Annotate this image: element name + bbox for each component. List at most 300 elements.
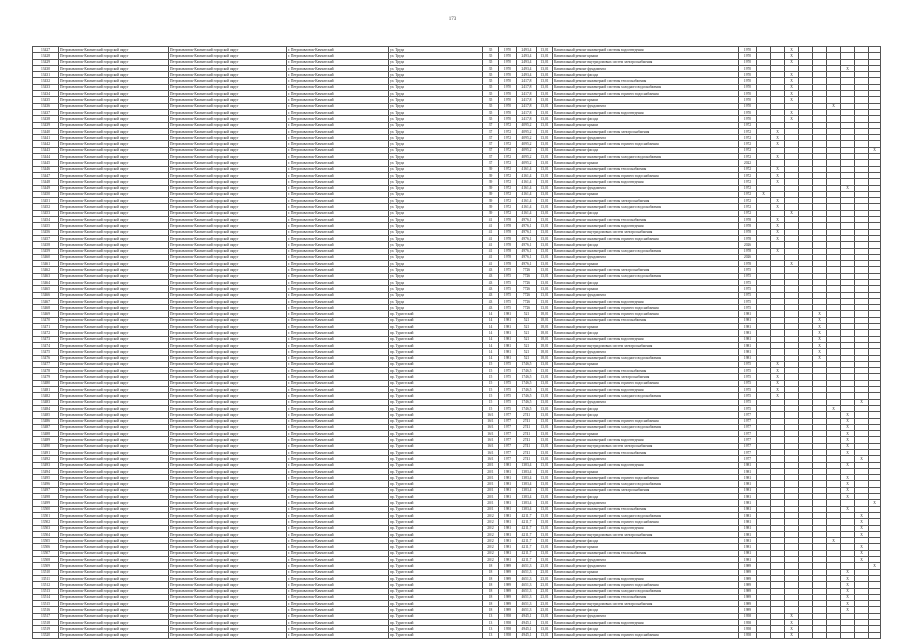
build-year-cell: 1975	[499, 387, 517, 393]
municipality-cell: Петропавловск-Камчатский городской округ	[169, 242, 287, 248]
rate-cell: 13,01	[537, 223, 553, 229]
row-number-cell: 13486	[33, 418, 59, 424]
build-year-cell: 1978	[499, 242, 517, 248]
settlement-cell: г. Петропавловск-Камчатский	[287, 147, 389, 153]
rate-cell: 13,01	[537, 538, 553, 544]
municipal-district-cell: Петропавловск-Камчатский городской округ	[59, 361, 169, 367]
municipal-district-cell: Петропавловск-Камчатский городской округ	[59, 242, 169, 248]
municipality-cell: Петропавловск-Камчатский городской округ	[169, 374, 287, 380]
planned-year-cell: 1981	[739, 349, 757, 355]
repair-type-cell: Капитальный ремонт инженерной системы горячего водоснабжения	[553, 305, 739, 311]
area-cell: 4211,7	[517, 519, 537, 525]
house-number-cell: 14	[483, 311, 499, 317]
street-cell: ул. Труда	[389, 78, 483, 84]
planned-year-cell: 1981	[739, 557, 757, 563]
settlement-cell: г. Петропавловск-Камчатский	[287, 160, 389, 166]
build-year-cell: 1989	[499, 582, 517, 588]
planned-year-cell: 1975	[739, 361, 757, 367]
build-year-cell: 1970	[499, 97, 517, 103]
municipality-cell: Петропавловск-Камчатский городской округ	[169, 116, 287, 122]
municipality-cell: Петропавловск-Камчатский городской округ	[169, 494, 287, 500]
house-number-cell: 16/1	[483, 424, 499, 430]
municipality-cell: Петропавловск-Камчатский городской округ	[169, 538, 287, 544]
settlement-cell: г. Петропавловск-Камчатский	[287, 116, 389, 122]
municipality-cell: Петропавловск-Камчатский городской округ	[169, 191, 287, 197]
row-number-cell: 13512	[33, 582, 59, 588]
build-year-cell: 1975	[499, 292, 517, 298]
street-cell: ул. Труда	[389, 261, 483, 267]
house-number-cell: 18	[483, 588, 499, 594]
planned-year-cell: 1981	[739, 550, 757, 556]
build-year-cell: 1981	[499, 481, 517, 487]
house-number-cell: 41	[483, 254, 499, 260]
area-cell: 2493,4	[517, 47, 537, 53]
build-year-cell: 1989	[499, 594, 517, 600]
street-cell: ул. Труда	[389, 185, 483, 191]
settlement-cell: г. Петропавловск-Камчатский	[287, 273, 389, 279]
repair-type-cell: Капитальный ремонт фундамента	[553, 563, 739, 569]
area-cell: 4651,3	[517, 594, 537, 600]
row-number-cell: 13468	[33, 305, 59, 311]
rate-cell: 13,01	[537, 160, 553, 166]
row-number-cell: 13429	[33, 59, 59, 65]
period-mark-cell	[869, 632, 881, 638]
build-year-cell: 1977	[499, 443, 517, 449]
municipal-district-cell: Петропавловск-Камчатский городской округ	[59, 525, 169, 531]
period-mark-cell: X	[771, 380, 785, 386]
rate-cell: 13,01	[537, 456, 553, 462]
house-number-cell: 35	[483, 47, 499, 53]
planned-year-cell: 1972	[739, 191, 757, 197]
municipal-district-cell: Петропавловск-Камчатский городской округ	[59, 147, 169, 153]
rate-cell: 13,01	[537, 525, 553, 531]
street-cell: ул. Труда	[389, 292, 483, 298]
area-cell: 4976,1	[517, 217, 537, 223]
period-mark-cell: X	[855, 557, 869, 563]
street-cell: пр. Туристский	[389, 399, 483, 405]
house-number-cell: 39	[483, 185, 499, 191]
repair-type-cell: Капитальный ремонт фундамента	[553, 103, 739, 109]
municipal-district-cell: Петропавловск-Камчатский городской округ	[59, 298, 169, 304]
municipality-cell: Петропавловск-Камчатский городской округ	[169, 519, 287, 525]
planned-year-cell: 1975	[739, 368, 757, 374]
build-year-cell: 1970	[499, 53, 517, 59]
repair-type-cell: Капитальный ремонт фасада	[553, 147, 739, 153]
street-cell: ул. Труда	[389, 298, 483, 304]
planned-year-cell: 1972	[739, 204, 757, 210]
street-cell: пр. Туристский	[389, 582, 483, 588]
house-number-cell: 15	[483, 374, 499, 380]
municipality-cell: Петропавловск-Камчатский городской округ	[169, 84, 287, 90]
period-mark-cell: X	[841, 65, 855, 71]
row-number-cell: 13465	[33, 286, 59, 292]
repair-type-cell: Капитальный ремонт внутридомовых систем электроснабжения	[553, 531, 739, 537]
period-mark-cell: X	[841, 506, 855, 512]
municipal-district-cell: Петропавловск-Камчатский городской округ	[59, 355, 169, 361]
repair-type-cell: Капитальный ремонт инженерной системы горячего водоснабжения	[553, 418, 739, 424]
house-number-cell: 18	[483, 569, 499, 575]
build-year-cell: 1989	[499, 607, 517, 613]
build-year-cell: 1977	[499, 456, 517, 462]
municipal-district-cell: Петропавловск-Камчатский городской округ	[59, 128, 169, 134]
row-number-cell: 13446	[33, 166, 59, 172]
settlement-cell: г. Петропавловск-Камчатский	[287, 204, 389, 210]
area-cell: 4161,4	[517, 210, 537, 216]
settlement-cell: г. Петропавловск-Камчатский	[287, 305, 389, 311]
house-number-cell: 41	[483, 223, 499, 229]
municipal-district-cell: Петропавловск-Камчатский городской округ	[59, 317, 169, 323]
period-mark-cell: X	[841, 594, 855, 600]
rate-cell: 13,01	[537, 116, 553, 122]
settlement-cell: г. Петропавловск-Камчатский	[287, 412, 389, 418]
street-cell: пр. Туристский	[389, 336, 483, 342]
house-number-cell: 35	[483, 91, 499, 97]
street-cell: пр. Туристский	[389, 324, 483, 330]
period-mark-cell: X	[771, 141, 785, 147]
municipality-cell: Петропавловск-Камчатский городской округ	[169, 135, 287, 141]
row-number-cell: 13447	[33, 172, 59, 178]
period-mark-cell: X	[785, 626, 799, 632]
rate-cell: 13,01	[537, 279, 553, 285]
street-cell: ул. Труда	[389, 248, 483, 254]
municipal-district-cell: Петропавловск-Камчатский городской округ	[59, 47, 169, 53]
municipality-cell: Петропавловск-Камчатский городской округ	[169, 506, 287, 512]
house-number-cell: 35	[483, 78, 499, 84]
rate-cell: 13,01	[537, 437, 553, 443]
street-cell: пр. Туристский	[389, 487, 483, 493]
municipal-district-cell: Петропавловск-Камчатский городской округ	[59, 418, 169, 424]
planned-year-cell: 1970	[739, 53, 757, 59]
build-year-cell: 1970	[499, 109, 517, 115]
house-number-cell: 16/1	[483, 450, 499, 456]
house-number-cell: 16/1	[483, 443, 499, 449]
municipal-district-cell: Петропавловск-Камчатский городской округ	[59, 179, 169, 185]
repair-type-cell: Капитальный ремонт инженерной системы электроснабжения	[553, 198, 739, 204]
planned-year-cell: 1975	[739, 405, 757, 411]
planned-year-cell: 1972	[739, 166, 757, 172]
area-cell: 4211,7	[517, 512, 537, 518]
municipality-cell: Петропавловск-Камчатский городской округ	[169, 59, 287, 65]
row-number-cell: 13427	[33, 47, 59, 53]
rate-cell: 23,01	[537, 582, 553, 588]
rate-cell: 13,01	[537, 387, 553, 393]
planned-year-cell: 1972	[739, 185, 757, 191]
area-cell: 521	[517, 355, 537, 361]
street-cell: пр. Туристский	[389, 475, 483, 481]
planned-year-cell: 1970	[739, 65, 757, 71]
street-cell: пр. Туристский	[389, 431, 483, 437]
planned-year-cell: 1989	[739, 588, 757, 594]
planned-year-cell: 1978	[739, 229, 757, 235]
house-number-cell: 13	[483, 613, 499, 619]
area-cell: 4945,1	[517, 626, 537, 632]
settlement-cell: г. Петропавловск-Камчатский	[287, 538, 389, 544]
build-year-cell: 1978	[499, 254, 517, 260]
rate-cell: 13,01	[537, 97, 553, 103]
municipality-cell: Петропавловск-Камчатский городской округ	[169, 437, 287, 443]
rate-cell: 13,01	[537, 399, 553, 405]
area-cell: 4976,1	[517, 229, 537, 235]
street-cell: ул. Труда	[389, 179, 483, 185]
settlement-cell: г. Петропавловск-Камчатский	[287, 418, 389, 424]
municipality-cell: Петропавловск-Камчатский городской округ	[169, 531, 287, 537]
repair-type-cell: Капитальный ремонт инженерной системы холодного водоснабжения	[553, 481, 739, 487]
rate-cell: 13,01	[537, 393, 553, 399]
period-mark-cell: X	[785, 72, 799, 78]
area-cell: 4211,7	[517, 544, 537, 550]
street-cell: ул. Труда	[389, 59, 483, 65]
build-year-cell: 1970	[499, 65, 517, 71]
settlement-cell: г. Петропавловск-Камчатский	[287, 431, 389, 437]
period-mark-cell: X	[785, 59, 799, 65]
build-year-cell: 1972	[499, 154, 517, 160]
repair-type-cell: Капитальный ремонт инженерной системы холодного водоснабжения	[553, 588, 739, 594]
row-number-cell: 13480	[33, 380, 59, 386]
row-number-cell: 13459	[33, 248, 59, 254]
municipality-cell: Петропавловск-Камчатский городской округ	[169, 387, 287, 393]
municipality-cell: Петропавловск-Камчатский городской округ	[169, 109, 287, 115]
build-year-cell: 1972	[499, 204, 517, 210]
street-cell: ул. Труда	[389, 166, 483, 172]
settlement-cell: г. Петропавловск-Камчатский	[287, 437, 389, 443]
settlement-cell: г. Петропавловск-Камчатский	[287, 248, 389, 254]
municipal-district-cell: Петропавловск-Камчатский городской округ	[59, 336, 169, 342]
period-mark-cell: X	[841, 412, 855, 418]
street-cell: пр. Туристский	[389, 563, 483, 569]
street-cell: пр. Туристский	[389, 374, 483, 380]
repair-type-cell: Капитальный ремонт инженерной системы водоотведения	[553, 223, 739, 229]
municipal-district-cell: Петропавловск-Камчатский городской округ	[59, 286, 169, 292]
street-cell: ул. Труда	[389, 147, 483, 153]
municipality-cell: Петропавловск-Камчатский городской округ	[169, 626, 287, 632]
build-year-cell: 1972	[499, 166, 517, 172]
register-body	[33, 47, 881, 639]
settlement-cell: г. Петропавловск-Камчатский	[287, 557, 389, 563]
period-mark-cell: X	[841, 487, 855, 493]
settlement-cell: г. Петропавловск-Камчатский	[287, 601, 389, 607]
repair-type-cell: Капитальный ремонт инженерной системы теплоснабжения	[553, 78, 739, 84]
rate-cell: 18,01	[537, 355, 553, 361]
repair-type-cell: Капитальный ремонт инженерной системы горячего водоснабжения	[553, 311, 739, 317]
period-mark-cell: X	[771, 361, 785, 367]
house-number-cell: 20/1	[483, 487, 499, 493]
street-cell: ул. Труда	[389, 65, 483, 71]
planned-year-cell: 1958	[739, 620, 757, 626]
row-number-cell: 13439	[33, 122, 59, 128]
street-cell: ул. Труда	[389, 109, 483, 115]
settlement-cell: г. Петропавловск-Камчатский	[287, 91, 389, 97]
street-cell: пр. Туристский	[389, 317, 483, 323]
house-number-cell: 41	[483, 217, 499, 223]
area-cell: 4161,4	[517, 198, 537, 204]
row-number-cell: 13501	[33, 512, 59, 518]
street-cell: пр. Туристский	[389, 607, 483, 613]
row-number-cell: 13516	[33, 607, 59, 613]
build-year-cell: 1975	[499, 298, 517, 304]
repair-type-cell: Капитальный ремонт инженерной системы водоотведения	[553, 387, 739, 393]
municipality-cell: Петропавловск-Камчатский городской округ	[169, 569, 287, 575]
municipality-cell: Петропавловск-Камчатский городской округ	[169, 204, 287, 210]
house-number-cell: 15	[483, 387, 499, 393]
repair-type-cell: Капитальный ремонт инженерной системы электроснабжения	[553, 128, 739, 134]
row-number-cell: 13448	[33, 179, 59, 185]
planned-year-cell: 1981	[739, 475, 757, 481]
municipal-district-cell: Петропавловск-Камчатский городской округ	[59, 412, 169, 418]
rate-cell: 13,01	[537, 47, 553, 53]
build-year-cell: 1981	[499, 494, 517, 500]
area-cell: 521	[517, 311, 537, 317]
municipal-district-cell: Петропавловск-Камчатский городской округ	[59, 292, 169, 298]
period-mark-cell: X	[841, 418, 855, 424]
street-cell: пр. Туристский	[389, 557, 483, 563]
municipality-cell: Петропавловск-Камчатский городской округ	[169, 217, 287, 223]
period-mark-cell: X	[785, 53, 799, 59]
municipal-district-cell: Петропавловск-Камчатский городской округ	[59, 217, 169, 223]
municipal-district-cell: Петропавловск-Камчатский городской округ	[59, 557, 169, 563]
repair-type-cell: Капитальный ремонт инженерной системы холодного водоснабжения	[553, 248, 739, 254]
municipal-district-cell: Петропавловск-Камчатский городской округ	[59, 613, 169, 619]
street-cell: пр. Туристский	[389, 418, 483, 424]
rate-cell: 13,01	[537, 450, 553, 456]
street-cell: пр. Туристский	[389, 594, 483, 600]
row-number-cell: 13484	[33, 405, 59, 411]
settlement-cell: г. Петропавловск-Камчатский	[287, 632, 389, 638]
rate-cell: 23,01	[537, 588, 553, 594]
planned-year-cell: 1958	[739, 632, 757, 638]
period-mark-cell: X	[771, 128, 785, 134]
settlement-cell: г. Петропавловск-Камчатский	[287, 563, 389, 569]
street-cell: пр. Туристский	[389, 355, 483, 361]
settlement-cell: г. Петропавловск-Камчатский	[287, 361, 389, 367]
municipal-district-cell: Петропавловск-Камчатский городской округ	[59, 267, 169, 273]
repair-type-cell: Капитальный ремонт инженерной системы теплоснабжения	[553, 317, 739, 323]
house-number-cell: 41	[483, 235, 499, 241]
repair-type-cell: Капитальный ремонт крыши	[553, 468, 739, 474]
municipal-district-cell: Петропавловск-Камчатский городской округ	[59, 569, 169, 575]
municipal-district-cell: Петропавловск-Камчатский городской округ	[59, 210, 169, 216]
build-year-cell: 1978	[499, 235, 517, 241]
area-cell: 1746,5	[517, 405, 537, 411]
planned-year-cell: 2026	[739, 254, 757, 260]
rate-cell: 13,01	[537, 78, 553, 84]
house-number-cell: 14	[483, 317, 499, 323]
municipality-cell: Петропавловск-Камчатский городской округ	[169, 368, 287, 374]
rate-cell: 13,01	[537, 481, 553, 487]
house-number-cell: 39	[483, 204, 499, 210]
area-cell: 4976,1	[517, 261, 537, 267]
house-number-cell: 43	[483, 305, 499, 311]
house-number-cell: 43	[483, 279, 499, 285]
house-number-cell: 43	[483, 286, 499, 292]
area-cell: 4161,4	[517, 179, 537, 185]
rate-cell: 13,01	[537, 242, 553, 248]
build-year-cell: 1972	[499, 122, 517, 128]
street-cell: ул. Труда	[389, 154, 483, 160]
municipality-cell: Петропавловск-Камчатский городской округ	[169, 179, 287, 185]
street-cell: ул. Труда	[389, 210, 483, 216]
municipal-district-cell: Петропавловск-Камчатский городской округ	[59, 72, 169, 78]
build-year-cell: 1972	[499, 210, 517, 216]
municipality-cell: Петропавловск-Камчатский городской округ	[169, 279, 287, 285]
area-cell: 4651,3	[517, 582, 537, 588]
rate-cell: 13,01	[537, 103, 553, 109]
house-number-cell: 14	[483, 324, 499, 330]
municipality-cell: Петропавловск-Камчатский городской округ	[169, 128, 287, 134]
settlement-cell: г. Петропавловск-Камчатский	[287, 59, 389, 65]
house-number-cell: 35	[483, 72, 499, 78]
planned-year-cell: 1989	[739, 569, 757, 575]
row-number-cell: 13437	[33, 109, 59, 115]
row-number-cell: 13492	[33, 456, 59, 462]
build-year-cell: 1981	[499, 349, 517, 355]
rate-cell: 13,01	[537, 512, 553, 518]
planned-year-cell: 1975	[739, 286, 757, 292]
period-mark-cell: X	[855, 512, 869, 518]
planned-year-cell: 1989	[739, 575, 757, 581]
municipal-district-cell: Петропавловск-Камчатский городской округ	[59, 468, 169, 474]
street-cell: ул. Труда	[389, 91, 483, 97]
repair-type-cell: Капитальный ремонт крыши	[553, 569, 739, 575]
repair-type-cell: Капитальный ремонт инженерной системы холодного водоснабжения	[553, 393, 739, 399]
build-year-cell: 1975	[499, 267, 517, 273]
street-cell: ул. Труда	[389, 53, 483, 59]
settlement-cell: г. Петропавловск-Камчатский	[287, 519, 389, 525]
row-number-cell: 13450	[33, 191, 59, 197]
build-year-cell: 1970	[499, 91, 517, 97]
municipal-district-cell: Петропавловск-Камчатский городской округ	[59, 575, 169, 581]
area-cell: 4161,4	[517, 204, 537, 210]
house-number-cell: 37	[483, 135, 499, 141]
settlement-cell: г. Петропавловск-Камчатский	[287, 342, 389, 348]
repair-type-cell: Капитальный ремонт фасада	[553, 330, 739, 336]
repair-type-cell: Капитальный ремонт крыши	[553, 544, 739, 550]
build-year-cell: 1972	[499, 185, 517, 191]
row-number-cell: 13503	[33, 525, 59, 531]
house-number-cell: 14	[483, 349, 499, 355]
planned-year-cell: 1981	[739, 311, 757, 317]
area-cell: 4976,1	[517, 248, 537, 254]
house-number-cell: 13	[483, 632, 499, 638]
house-number-cell: 43	[483, 267, 499, 273]
house-number-cell: 18	[483, 594, 499, 600]
repair-type-cell: Капитальный ремонт фундамента	[553, 254, 739, 260]
period-mark-cell: X	[813, 355, 827, 361]
municipal-district-cell: Петропавловск-Камчатский городской округ	[59, 261, 169, 267]
rate-cell: 13,01	[537, 84, 553, 90]
rate-cell: 13,01	[537, 443, 553, 449]
house-number-cell: 20/2	[483, 525, 499, 531]
area-cell: 4976,1	[517, 223, 537, 229]
settlement-cell: г. Петропавловск-Камчатский	[287, 582, 389, 588]
municipal-district-cell: Петропавловск-Камчатский городской округ	[59, 91, 169, 97]
row-number-cell: 13485	[33, 412, 59, 418]
repair-type-cell: Капитальный ремонт инженерной системы водоотведения	[553, 437, 739, 443]
municipal-district-cell: Петропавловск-Камчатский городской округ	[59, 172, 169, 178]
municipality-cell: Петропавловск-Камчатский городской округ	[169, 544, 287, 550]
municipal-district-cell: Петропавловск-Камчатский городской округ	[59, 311, 169, 317]
row-number-cell: 13507	[33, 550, 59, 556]
period-mark-cell: X	[827, 405, 841, 411]
area-cell: 1746,5	[517, 374, 537, 380]
repair-type-cell: Капитальный ремонт крыши	[553, 160, 739, 166]
settlement-cell: г. Петропавловск-Камчатский	[287, 317, 389, 323]
row-number-cell: 13454	[33, 217, 59, 223]
rate-cell: 13,01	[537, 544, 553, 550]
municipal-district-cell: Петропавловск-Камчатский городской округ	[59, 103, 169, 109]
row-number-cell: 13506	[33, 544, 59, 550]
settlement-cell: г. Петропавловск-Камчатский	[287, 185, 389, 191]
period-mark-cell: X	[841, 582, 855, 588]
